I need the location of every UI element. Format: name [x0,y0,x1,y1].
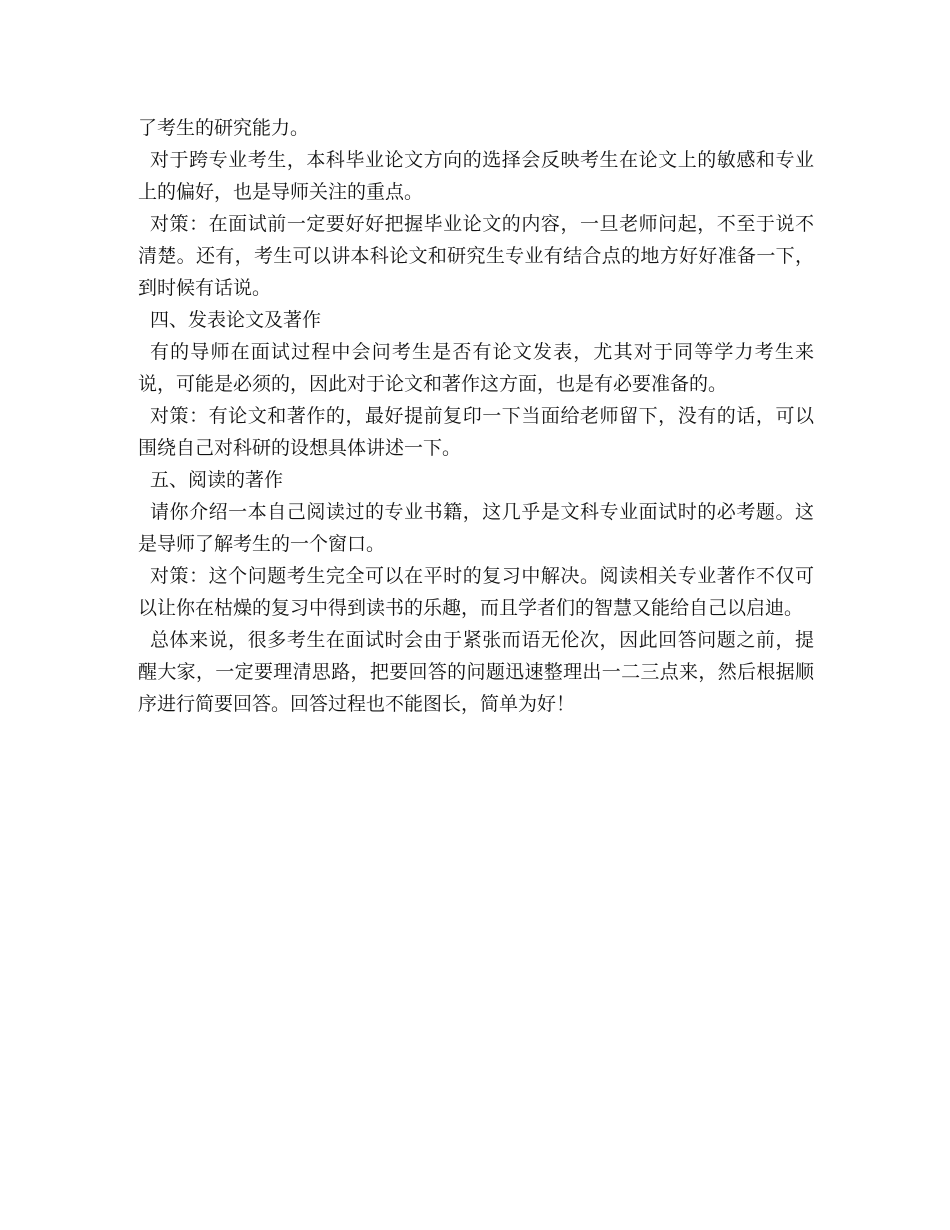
document-page [138,112,814,720]
section-heading-reading: 五、阅读的著作 [150,469,284,491]
paragraph-strategy-publications: 对策：有论文和著作的，最好提前复印一下当面给老师留下，没有的话，可以围绕自己对科研的设想具体讲述一下。 [138,405,814,459]
paragraph-summary: 总体来说，很多考生在面试时会由于紧张而语无伦次，因此回答问题之前，提醒大家，一定要理清思路，把要回答的问题迅速整理出一二三点来，然后根据顺序进行简要回答。回答过程也不能图长，简单为好！ [138,629,814,715]
section-heading-publications: 四、发表论文及著作 [150,309,322,331]
paragraph-continuation: 了考生的研究能力。 [138,117,310,139]
paragraph-reading: 请你介绍一本自己阅读过的专业书籍，这几乎是文科专业面试时的必考题。这是导师了解考生的一个窗口。 [138,501,814,555]
paragraph-strategy-thesis: 对策：在面试前一定要好好把握毕业论文的内容，一旦老师问起，不至于说不清楚。还有，考生可以讲本科论文和研究生专业有结合点的地方好好准备一下，到时候有话说。 [138,213,814,299]
paragraph-cross-major: 对于跨专业考生，本科毕业论文方向的选择会反映考生在论文上的敏感和专业上的偏好，也是导师关注的重点。 [138,149,814,203]
paragraph-strategy-reading: 对策：这个问题考生完全可以在平时的复习中解决。阅读相关专业著作不仅可以让你在枯燥的复习中得到读书的乐趣，而且学者们的智慧又能给自己以启迪。 [138,565,814,619]
paragraph-publications: 有的导师在面试过程中会问考生是否有论文发表，尤其对于同等学力考生来说，可能是必须的，因此对于论文和著作这方面，也是有必要准备的。 [138,341,814,395]
